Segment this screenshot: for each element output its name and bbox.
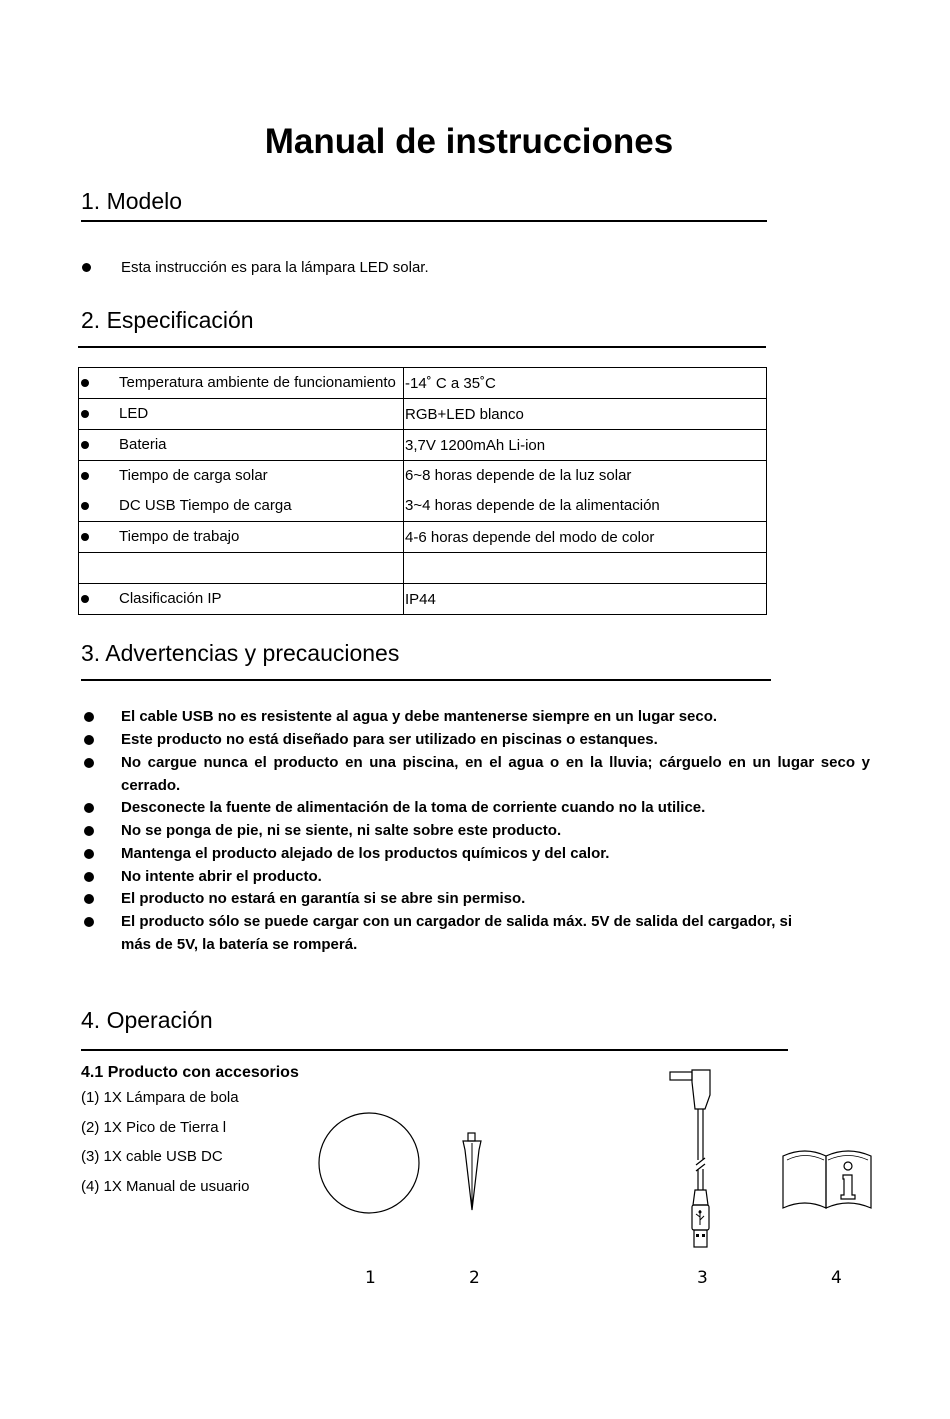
spec-value: RGB+LED blanco [405,405,524,423]
spec-value: -14˚ C a 35˚C [405,374,496,392]
warning-item: No cargue nunca el producto en una piscina, en el agua o en la lluvia; cárguelo en un lugar seco y cerrado. [121,754,870,794]
section-heading-operacion: 4. Operación [81,1007,213,1033]
bullet-icon [81,379,89,387]
figure-number: 1 [365,1268,376,1288]
section-divider [81,1049,788,1051]
bullet-icon [81,595,89,603]
spec-label: Tiempo de carga solar [119,467,268,484]
spec-row [79,368,767,399]
page-title: Manual de instrucciones [264,122,674,161]
spec-value: 3~4 horas depende de la alimentación [405,497,660,514]
warning-item: No se ponga de pie, ni se siente, ni salte sobre este producto. [121,822,562,839]
section-heading-modelo: 1. Modelo [81,188,183,214]
spec-value: 4-6 horas depende del modo de color [405,528,655,546]
section-divider [81,679,771,681]
spec-row-empty [79,553,767,584]
section-heading-advertencias: 3. Advertencias y precauciones [81,640,400,666]
bullet-icon [84,872,94,882]
bullet-icon [84,803,94,813]
spec-label: Clasificación IP [119,590,222,607]
bullet-icon [81,472,89,480]
bullet-icon [84,849,94,859]
spec-row [79,399,767,430]
spec-label: Tiempo de trabajo [119,528,240,545]
section-divider [78,346,766,348]
spec-label: DC USB Tiempo de carga [119,497,292,514]
warning-item: Mantenga el producto alejado de los productos químicos y del calor. [121,845,610,862]
ground-spike-icon [455,1130,489,1215]
usb-dc-cable-icon [665,1065,725,1255]
bullet-icon [84,758,94,768]
warning-item: Este producto no está diseñado para ser utilizado en piscinas o estanques. [121,731,658,748]
bullet-icon [84,826,94,836]
figure-number: 3 [697,1268,708,1288]
spec-row [79,584,767,615]
warning-item: No intente abrir el producto. [121,868,322,885]
bullet-icon [84,735,94,745]
specification-table [78,367,767,615]
accessory-item: (1) 1X Lámpara de bola [81,1089,239,1106]
accessory-item: (2) 1X Pico de Tierra l [81,1119,227,1136]
bullet-icon [81,502,89,510]
warning-item: Desconecte la fuente de alimentación de la toma de corriente cuando no la utilice. [121,799,706,816]
ball-lamp-icon [310,1105,430,1220]
figure-number: 4 [831,1268,842,1288]
spec-value: 6~8 horas depende de la luz solar [405,467,632,484]
bullet-icon [82,263,91,272]
bullet-icon [84,894,94,904]
bullet-icon [84,712,94,722]
warning-item: El producto no estará en garantía si se abre sin permiso. [121,890,526,907]
bullet-icon [81,410,89,418]
section-divider [81,220,767,222]
section-heading-especificacion: 2. Especificación [81,307,254,333]
sub-heading-accessories: 4.1 Producto con accesorios [81,1064,299,1081]
accessory-item: (4) 1X Manual de usuario [81,1178,250,1195]
model-description: Esta instrucción es para la lámpara LED solar. [121,259,429,276]
spec-label: LED [119,405,149,422]
spec-label: Bateria [119,436,167,453]
bullet-icon [84,917,94,927]
spec-value: IP44 [405,590,436,608]
figure-number: 2 [469,1268,480,1288]
bullet-icon [81,533,89,541]
spec-value: 3,7V 1200mAh Li-ion [405,436,546,454]
spec-row [79,522,767,553]
spec-row [79,461,767,522]
spec-row [79,430,767,461]
spec-label: Temperatura ambiente de funcionamiento [119,374,396,391]
user-manual-icon [780,1146,875,1216]
bullet-icon [81,441,89,449]
accessory-item: (3) 1X cable USB DC [81,1148,223,1165]
warning-item: El cable USB no es resistente al agua y debe mantenerse siempre en un lugar seco. [121,708,718,725]
warning-item: El producto sólo se puede cargar con un cargador de salida máx. 5V de salida del cargador, si más de 5V, la batería se romperá. [121,913,793,953]
